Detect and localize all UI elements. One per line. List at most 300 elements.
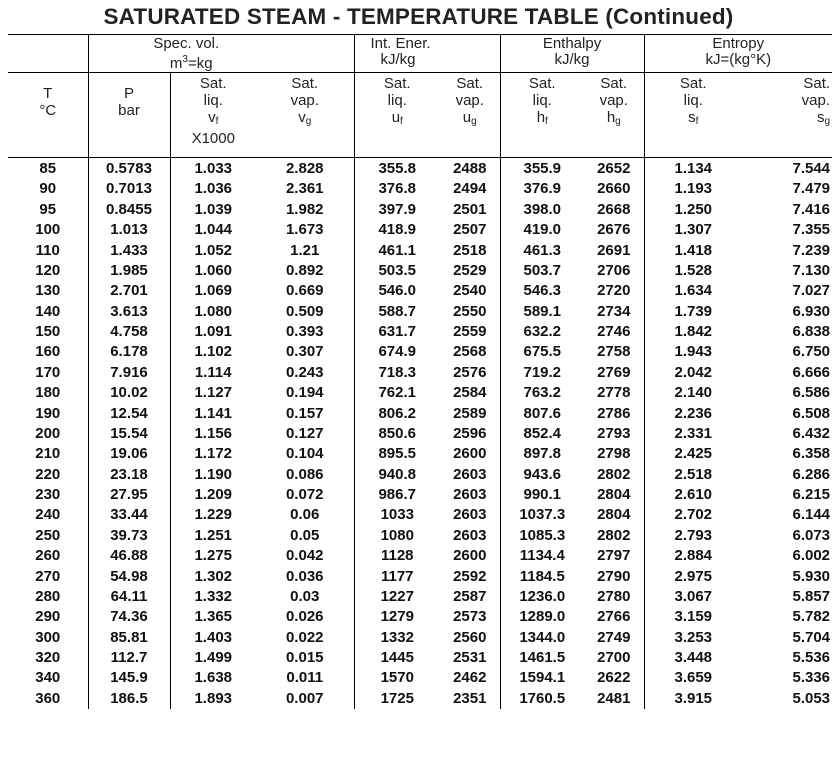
group-unit: kJ/kg (380, 51, 416, 68)
cell-sf: 1.739 (644, 302, 742, 322)
cell-hf: 763.2 (500, 383, 584, 403)
col-header-t: T °C (8, 73, 88, 158)
cell-t: 160 (35, 343, 61, 361)
cell-p: 74.36 (88, 607, 170, 627)
cell-uf: 806.2 (354, 404, 440, 424)
cell-uf: 1279 (354, 607, 440, 627)
cell-hf: 1344.0 (500, 628, 584, 648)
cell-hf: 1085.3 (500, 526, 584, 546)
cell-vf: 1.044 (170, 220, 256, 240)
cell-hg: 2660 (597, 180, 631, 198)
cell-hg: 2780 (597, 587, 631, 605)
cell-sg: 7.416 (792, 200, 831, 218)
cell-sg: 5.782 (792, 608, 831, 626)
cell-hg: 2769 (597, 363, 631, 381)
cell-ug: 2573 (453, 608, 487, 626)
cell-p: 85.81 (88, 628, 170, 648)
cell-t: 290 (35, 608, 61, 626)
cell-sf: 2.425 (644, 444, 742, 464)
col-header-vf: Sat. liq. $v_f$ X1000 (170, 73, 256, 158)
cell-hg: 2766 (597, 608, 631, 626)
table-title: SATURATED STEAM - TEMPERATURE TABLE (Continued) (103, 4, 734, 29)
cell-sg: 6.215 (792, 486, 831, 503)
cell-hf: 461.3 (500, 241, 584, 261)
cell-hf: 355.9 (500, 158, 584, 180)
table-row (8, 526, 832, 546)
table-row (8, 404, 832, 424)
cell-hf: 1236.0 (500, 587, 584, 607)
cell-ug: 2540 (453, 282, 487, 300)
col-header-ug: Sat. vap. $u_g$ (440, 73, 500, 158)
cell-uf: 503.5 (354, 261, 440, 281)
cell-vg: 0.892 (285, 261, 324, 279)
cell-ug: 2587 (453, 587, 487, 605)
cell-uf: 762.1 (354, 383, 440, 403)
cell-t: 260 (35, 547, 61, 565)
cell-uf: 376.8 (354, 179, 440, 199)
cell-vg: 0.157 (285, 404, 324, 422)
cell-vg: 0.042 (285, 547, 324, 565)
table-row (8, 179, 832, 199)
group-name: Enthalpy (542, 35, 602, 52)
cell-t: 190 (35, 404, 61, 422)
cell-hf: 419.0 (500, 220, 584, 240)
cell-p: 54.98 (88, 567, 170, 587)
cell-hf: 1037.3 (500, 505, 584, 525)
cell-ug: 2603 (453, 486, 487, 503)
cell-vf: 1.332 (170, 587, 256, 607)
group-header-enthalpy (500, 35, 644, 73)
cell-sf: 3.067 (644, 587, 742, 607)
cell-hf: 1461.5 (500, 648, 584, 668)
cell-ug: 2531 (453, 649, 487, 666)
cell-sf: 2.518 (644, 465, 742, 485)
cell-vg: 0.026 (285, 608, 324, 626)
cell-p: 12.54 (88, 404, 170, 424)
cell-sf: 1.418 (644, 241, 742, 261)
cell-p: 1.433 (88, 241, 170, 261)
table-row (8, 567, 832, 587)
cell-vg: 1.21 (290, 241, 320, 259)
col-header-hg: Sat. vap. $h_g$ (584, 73, 644, 158)
cell-hg: 2691 (597, 241, 631, 259)
cell-hf: 589.1 (500, 302, 584, 322)
cell-sg: 7.027 (792, 282, 831, 300)
cell-vf: 1.091 (170, 322, 256, 342)
cell-vg: 2.361 (285, 180, 324, 198)
cell-sg: 6.286 (792, 465, 831, 483)
cell-p: 7.916 (88, 363, 170, 383)
cell-p: 6.178 (88, 342, 170, 362)
table-row (8, 465, 832, 485)
cell-vf: 1.080 (170, 302, 256, 322)
cell-vg: 0.127 (285, 424, 324, 442)
cell-p: 39.73 (88, 526, 170, 546)
cell-t: 120 (35, 261, 61, 279)
cell-sf: 3.159 (644, 607, 742, 627)
table-row (8, 648, 832, 668)
group-header-spec-vol (88, 35, 256, 73)
cell-vf: 1.039 (170, 200, 256, 220)
cell-hg: 2720 (597, 282, 631, 300)
cell-sg: 5.536 (792, 649, 831, 666)
cell-p: 3.613 (88, 302, 170, 322)
cell-t: 200 (35, 424, 61, 442)
cell-ug: 2501 (453, 200, 487, 218)
cell-hg: 2778 (597, 384, 631, 402)
cell-uf: 674.9 (354, 342, 440, 362)
cell-hf: 503.7 (500, 261, 584, 281)
table-row (8, 302, 832, 322)
cell-vf: 1.893 (170, 689, 256, 709)
cell-sg: 5.930 (792, 567, 831, 585)
cell-vf: 1.302 (170, 567, 256, 587)
cell-ug: 2592 (453, 567, 487, 585)
cell-vf: 1.229 (170, 505, 256, 525)
cell-hf: 1594.1 (500, 668, 584, 688)
cell-uf: 418.9 (354, 220, 440, 240)
col-header-hf: Sat. liq. $h_f$ (500, 73, 584, 158)
cell-uf: 1177 (354, 567, 440, 587)
cell-ug: 2462 (453, 669, 487, 687)
cell-hg: 2746 (597, 323, 631, 340)
cell-sg: 6.002 (792, 547, 831, 565)
cell-vf: 1.069 (170, 281, 256, 301)
cell-ug: 2351 (453, 689, 487, 707)
cell-hf: 990.1 (500, 485, 584, 505)
cell-vg: 2.828 (285, 160, 324, 177)
cell-p: 27.95 (88, 485, 170, 505)
cell-p: 0.8455 (88, 200, 170, 220)
cell-uf: 1570 (354, 668, 440, 688)
cell-sf: 3.915 (644, 689, 742, 709)
cell-p: 46.88 (88, 546, 170, 566)
cell-vf: 1.365 (170, 607, 256, 627)
cell-uf: 718.3 (354, 363, 440, 383)
cell-t: 220 (35, 465, 61, 483)
cell-p: 186.5 (88, 689, 170, 709)
cell-uf: 397.9 (354, 200, 440, 220)
cell-sf: 2.140 (644, 383, 742, 403)
cell-t: 270 (35, 567, 61, 585)
cell-p: 1.985 (88, 261, 170, 281)
table-row (8, 607, 832, 627)
group-header-spec-vol-pad (256, 35, 354, 73)
cell-vg: 0.007 (285, 689, 324, 707)
cell-p: 33.44 (88, 505, 170, 525)
cell-ug: 2568 (453, 343, 487, 361)
table-row (8, 281, 832, 301)
cell-t: 140 (35, 302, 61, 320)
cell-t: 300 (35, 628, 61, 646)
cell-t: 100 (35, 221, 61, 239)
cell-sg: 6.586 (792, 384, 831, 402)
table-row (8, 383, 832, 403)
cell-ug: 2507 (453, 221, 487, 239)
cell-ug: 2603 (453, 506, 487, 524)
cell-sf: 3.253 (644, 628, 742, 648)
table-row (8, 485, 832, 505)
cell-ug: 2518 (453, 241, 487, 259)
cell-p: 2.701 (88, 281, 170, 301)
cell-ug: 2559 (453, 323, 487, 340)
cell-ug: 2589 (453, 404, 487, 422)
cell-sf: 1.134 (644, 158, 742, 180)
cell-vg: 1.673 (285, 221, 324, 239)
cell-ug: 2494 (453, 180, 487, 198)
cell-ug: 2600 (453, 547, 487, 565)
col-header-uf: Sat. liq. $u_f$ (354, 73, 440, 158)
cell-sg: 5.704 (792, 628, 831, 646)
cell-vg: 0.072 (285, 486, 324, 503)
table-row (8, 342, 832, 362)
cell-sg: 7.544 (792, 160, 831, 177)
cell-p: 1.013 (88, 220, 170, 240)
table-row (8, 444, 832, 464)
cell-uf: 850.6 (354, 424, 440, 444)
cell-hg: 2790 (597, 567, 631, 585)
cell-uf: 1227 (354, 587, 440, 607)
cell-hg: 2802 (597, 526, 631, 544)
table-row (8, 668, 832, 688)
cell-ug: 2603 (453, 526, 487, 544)
cell-t: 110 (35, 241, 60, 259)
cell-sf: 1.250 (644, 200, 742, 220)
cell-ug: 2600 (453, 445, 487, 463)
cell-sf: 1.634 (644, 281, 742, 301)
cell-ug: 2576 (453, 363, 487, 381)
table-row (8, 587, 832, 607)
table-row (8, 241, 832, 261)
cell-sf: 1.842 (644, 322, 742, 342)
group-unit: kJ=(kg°K) (705, 51, 772, 68)
col-header-vg: Sat. vap. $v_g$ (256, 73, 354, 158)
table-row (8, 322, 832, 342)
cell-t: 150 (35, 323, 61, 340)
cell-hg: 2798 (597, 445, 631, 463)
table-row (8, 261, 832, 281)
cell-ug: 2560 (453, 628, 487, 646)
cell-vf: 1.156 (170, 424, 256, 444)
cell-uf: 940.8 (354, 465, 440, 485)
cell-hg: 2758 (597, 343, 631, 361)
table-row (8, 689, 832, 709)
cell-sg: 5.857 (792, 587, 831, 605)
cell-sg: 7.355 (792, 221, 831, 239)
cell-sg: 7.479 (792, 180, 831, 198)
cell-hg: 2802 (597, 465, 631, 483)
cell-vg: 0.669 (285, 282, 324, 300)
cell-uf: 546.0 (354, 281, 440, 301)
cell-sf: 1.307 (644, 220, 742, 240)
cell-hg: 2706 (597, 261, 631, 279)
cell-vg: 0.015 (285, 649, 324, 666)
cell-hf: 719.2 (500, 363, 584, 383)
table-row (8, 505, 832, 525)
cell-t: 230 (35, 486, 61, 503)
table-row (8, 424, 832, 444)
cell-uf: 895.5 (354, 444, 440, 464)
corner-cell (8, 35, 88, 73)
cell-sg: 5.336 (792, 669, 831, 687)
cell-t: 250 (35, 526, 61, 544)
cell-vg: 0.393 (285, 323, 324, 340)
cell-sg: 6.666 (792, 363, 831, 381)
cell-uf: 1080 (354, 526, 440, 546)
cell-p: 19.06 (88, 444, 170, 464)
cell-p: 15.54 (88, 424, 170, 444)
cell-t: 130 (35, 282, 61, 300)
cell-vf: 1.190 (170, 465, 256, 485)
group-unit: kJ/kg (554, 51, 590, 68)
cell-hg: 2804 (597, 506, 631, 524)
cell-t: 320 (35, 649, 61, 666)
cell-hf: 632.2 (500, 322, 584, 342)
cell-ug: 2584 (453, 384, 487, 402)
cell-hg: 2786 (597, 404, 631, 422)
cell-vg: 0.243 (285, 363, 324, 381)
cell-hf: 398.0 (500, 200, 584, 220)
cell-sf: 2.610 (644, 485, 742, 505)
cell-ug: 2529 (453, 261, 487, 279)
cell-sf: 2.236 (644, 404, 742, 424)
cell-t: 340 (35, 669, 61, 687)
cell-t: 180 (35, 384, 61, 402)
cell-p: 64.11 (88, 587, 170, 607)
cell-ug: 2550 (453, 302, 487, 320)
group-header-entropy (644, 35, 832, 73)
cell-hf: 897.8 (500, 444, 584, 464)
cell-sg: 7.239 (792, 241, 831, 259)
cell-p: 112.7 (88, 648, 170, 668)
cell-uf: 1332 (354, 628, 440, 648)
table-body (8, 158, 832, 710)
cell-hf: 1134.4 (500, 546, 584, 566)
cell-hg: 2793 (597, 424, 631, 442)
cell-vf: 1.251 (170, 526, 256, 546)
cell-sf: 3.659 (644, 668, 742, 688)
table-row (8, 158, 832, 180)
cell-vf: 1.209 (170, 485, 256, 505)
cell-sf: 2.975 (644, 567, 742, 587)
cell-vf: 1.127 (170, 383, 256, 403)
cell-t: 90 (39, 180, 57, 198)
cell-t: 95 (39, 200, 57, 218)
cell-hf: 1760.5 (500, 689, 584, 709)
cell-vf: 1.638 (170, 668, 256, 688)
cell-hf: 1184.5 (500, 567, 584, 587)
cell-vg: 0.05 (290, 526, 320, 544)
table-row (8, 546, 832, 566)
cell-vg: 0.06 (290, 506, 320, 524)
cell-hg: 2652 (597, 160, 631, 177)
cell-vf: 1.141 (170, 404, 256, 424)
cell-sg: 6.358 (792, 445, 831, 463)
cell-vf: 1.403 (170, 628, 256, 648)
steam-table (8, 34, 832, 709)
cell-vg: 0.036 (285, 567, 324, 585)
cell-hg: 2668 (597, 200, 631, 218)
cell-sg: 6.930 (792, 302, 831, 320)
cell-uf: 588.7 (354, 302, 440, 322)
cell-hg: 2622 (597, 669, 631, 687)
cell-vg: 1.982 (285, 200, 324, 218)
cell-vf: 1.102 (170, 342, 256, 362)
cell-vg: 0.022 (285, 628, 324, 646)
cell-uf: 631.7 (354, 322, 440, 342)
cell-uf: 1128 (354, 546, 440, 566)
cell-uf: 1033 (354, 505, 440, 525)
cell-vg: 0.011 (286, 669, 324, 687)
cell-vf: 1.114 (170, 363, 256, 383)
cell-p: 0.7013 (88, 179, 170, 199)
cell-hf: 807.6 (500, 404, 584, 424)
cell-sf: 1.528 (644, 261, 742, 281)
cell-sf: 1.193 (644, 179, 742, 199)
group-name: Entropy (712, 35, 765, 52)
cell-sg: 6.073 (792, 526, 831, 544)
cell-vf: 1.033 (170, 158, 256, 180)
cell-sf: 2.884 (644, 546, 742, 566)
table-row (8, 363, 832, 383)
cell-hg: 2700 (597, 649, 631, 666)
cell-sf: 2.331 (644, 424, 742, 444)
cell-vg: 0.086 (285, 465, 324, 483)
cell-ug: 2596 (453, 424, 487, 442)
cell-vf: 1.036 (170, 179, 256, 199)
cell-hf: 376.9 (500, 179, 584, 199)
cell-vg: 0.03 (290, 587, 320, 605)
cell-hg: 2797 (597, 547, 631, 565)
cell-ug: 2488 (453, 160, 487, 177)
cell-sg: 6.750 (792, 343, 831, 361)
cell-uf: 461.1 (354, 241, 440, 261)
cell-vf: 1.060 (170, 261, 256, 281)
cell-sg: 6.508 (792, 404, 831, 422)
cell-vf: 1.275 (170, 546, 256, 566)
cell-vg: 0.509 (285, 302, 324, 320)
group-name: Spec. vol. (153, 35, 220, 52)
cell-p: 23.18 (88, 465, 170, 485)
group-unit: $m^3=kg$ (169, 54, 213, 72)
cell-t: 280 (35, 587, 61, 605)
cell-p: 10.02 (88, 383, 170, 403)
group-name: Int. Ener. (370, 35, 431, 52)
col-header-sf: Sat. liq. $s_f$ (644, 73, 742, 158)
cell-sg: 6.838 (792, 323, 831, 340)
cell-sf: 2.042 (644, 363, 742, 383)
cell-sg: 6.144 (792, 506, 831, 524)
cell-p: 0.5783 (88, 158, 170, 180)
cell-sg: 6.432 (792, 424, 831, 442)
cell-vf: 1.499 (170, 648, 256, 668)
cell-hf: 546.3 (500, 281, 584, 301)
cell-ug: 2603 (453, 465, 487, 483)
cell-uf: 355.8 (354, 158, 440, 180)
cell-hg: 2734 (597, 302, 631, 320)
cell-uf: 986.7 (354, 485, 440, 505)
cell-t: 360 (35, 689, 61, 707)
cell-t: 85 (39, 160, 57, 177)
cell-sg: 7.130 (792, 261, 831, 279)
cell-vg: 0.194 (285, 384, 324, 402)
cell-hf: 852.4 (500, 424, 584, 444)
cell-sf: 2.702 (644, 505, 742, 525)
cell-p: 145.9 (88, 668, 170, 688)
cell-hg: 2749 (597, 628, 631, 646)
cell-hf: 1289.0 (500, 607, 584, 627)
cell-vg: 0.307 (285, 343, 324, 361)
